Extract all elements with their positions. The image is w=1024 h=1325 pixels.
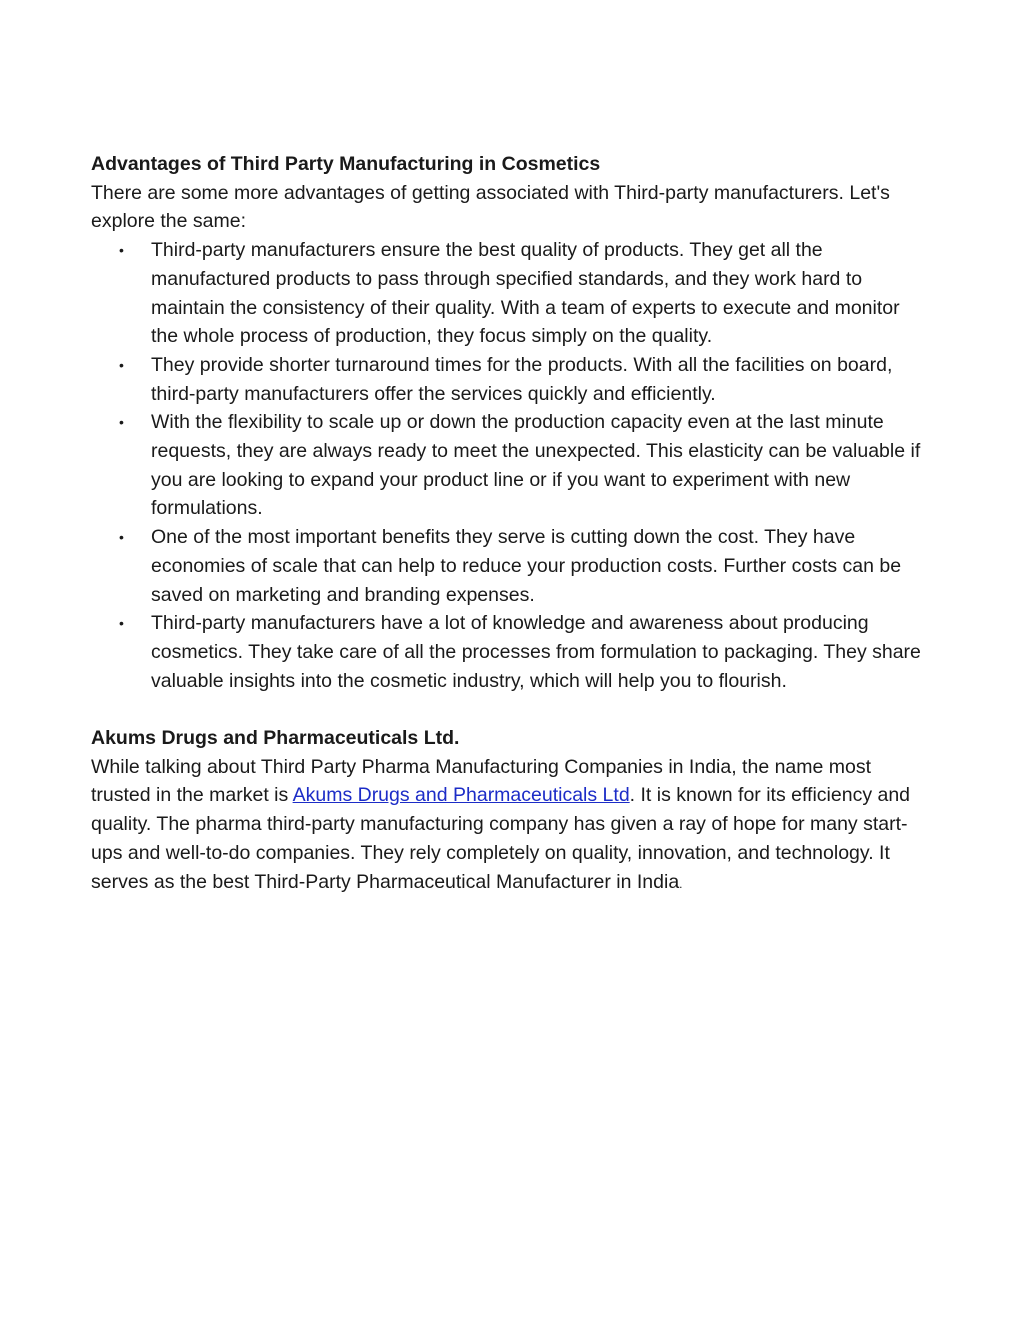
section-heading-advantages: Advantages of Third Party Manufacturing in Cosmetics: [91, 153, 601, 175]
akums-text-before-link: While talking about Third Party Pharma Manufacturing Companies in India, the name most trusted in the market is: [91, 755, 872, 807]
list-item-text: Third-party manufacturers ensure the best quality of products. They get all the manufactured products to pass through specified standards, and they work hard to maintain the consistency of their quality. With a team of experts to execute and monitor the whole process of production, they focus simply on the quality.: [151, 239, 900, 348]
list-item-text: One of the most important benefits they serve is cutting down the cost. They have economies of scale that can help to reduce your production costs. Further costs can be saved on marketing and branding expenses.: [151, 526, 902, 606]
intro-paragraph: There are some more advantages of getting associated with Third-party manufacturers. Let's explore the same:: [91, 181, 890, 233]
bullet-icon: •: [119, 529, 124, 546]
akums-paragraph: [91, 753, 936, 899]
bullet-icon: •: [119, 242, 124, 259]
advantages-list: [91, 236, 936, 695]
list-item-text: Third-party manufacturers have a lot of knowledge and awareness about producing cosmetics. They take care of all the processes from formulation to packaging. They share valuable insights into the cosmetic industry, which will help you to flourish.: [151, 612, 921, 692]
document-page: [91, 150, 936, 898]
akums-text-after-link: . It is known for its efficiency and quality. The pharma third-party manufacturing company has given a ray of hope for many start-ups and well-to-do companies. They rely completely on quality, innovation, and technology. It serves as the best Third-Party Pharmaceutical Manufacturer in India: [91, 784, 911, 893]
bullet-icon: •: [119, 615, 124, 632]
list-item: [91, 236, 936, 351]
akums-link[interactable]: Akums Drugs and Pharmaceuticals Ltd: [292, 784, 630, 807]
list-item-text: With the flexibility to scale up or down the production capacity even at the last minute requests, they are always ready to meet the unexpected. This elasticity can be valuable if you are looking to expand your product line or if you want to experiment with new formulations.: [151, 411, 921, 520]
list-item: [91, 523, 936, 609]
list-item: [91, 609, 936, 695]
bullet-icon: •: [119, 356, 124, 373]
spacer: [91, 695, 936, 724]
list-item: [91, 351, 936, 408]
list-item: [91, 408, 936, 523]
list-item-text: They provide shorter turnaround times for the products. With all the facilities on board, third-party manufacturers offer the services quickly and efficiently.: [151, 353, 893, 405]
bullet-icon: •: [119, 414, 124, 431]
trailing-period: .: [679, 876, 683, 891]
section-heading-akums: Akums Drugs and Pharmaceuticals Ltd.: [91, 727, 460, 750]
